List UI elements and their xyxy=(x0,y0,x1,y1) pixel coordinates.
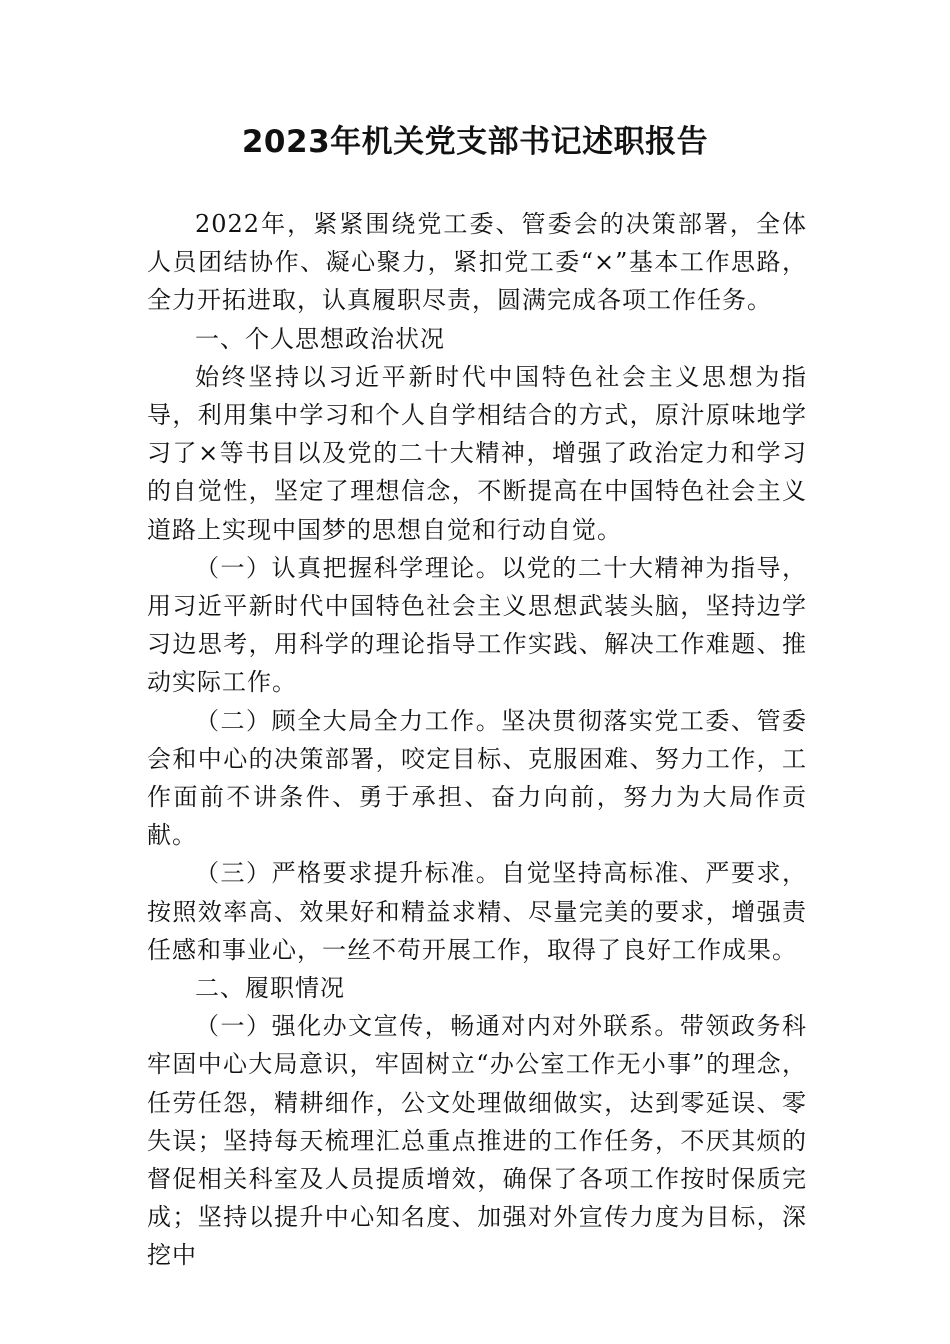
section-heading-1: 一、个人思想政治状况 xyxy=(195,324,445,353)
document-title: 2023年机关党支部书记述职报告 xyxy=(241,124,709,160)
paragraph-intro: 2022年，紧紧围绕党工委、管委会的决策部署，全体人员团结协作、凝心聚力，紧扣党工委“×”基本工作思路，全力开拓进取，认真履职尽责，圆满完成各项工作任务。 xyxy=(147,210,807,315)
paragraph-1-2: （二）顾全大局全力工作。坚决贯彻落实党工委、管委会和中心的决策部署，咬定目标、克服困难、努力工作，工作面前不讲条件、勇于承担、奋力向前，努力为大局作贡献。 xyxy=(147,706,807,850)
paragraph-1-1: （一）认真把握科学理论。以党的二十大精神为指导，用习近平新时代中国特色社会主义思想武装头脑，坚持边学习边思考，用科学的理论指导工作实践、解决工作难题、推动实际工作。 xyxy=(147,553,807,697)
section-heading-2: 二、履职情况 xyxy=(195,974,345,1003)
document-body xyxy=(147,205,807,1275)
paragraph-1-3: （三）严格要求提升标准。自觉坚持高标准、严要求，按照效率高、效果好和精益求精、尽量完美的要求，增强责任感和事业心，一丝不苟开展工作，取得了良好工作成果。 xyxy=(147,859,807,964)
paragraph-2-1: （一）强化办文宣传，畅通对内对外联系。带领政务科牢固中心大局意识，牢固树立“办公室工作无小事”的理念，任劳任怨，精耕细作，公文处理做细做实，达到零延误、零失误；坚持每天梳理汇总重点推进的工作任务，不厌其烦的督促相关科室及人员提质增效，确保了各项工作按时保质完成；坚持以提升中心知名度、加强对外宣传力度为目标，深挖中 xyxy=(147,1012,807,1270)
paragraph-1: 始终坚持以习近平新时代中国特色社会主义思想为指导，利用集中学习和个人自学相结合的方式，原汁原味地学习了×等书目以及党的二十大精神，增强了政治定力和学习的自觉性，坚定了理想信念，不断提高在中国特色社会主义道路上实现中国梦的思想自觉和行动自觉。 xyxy=(147,362,807,544)
